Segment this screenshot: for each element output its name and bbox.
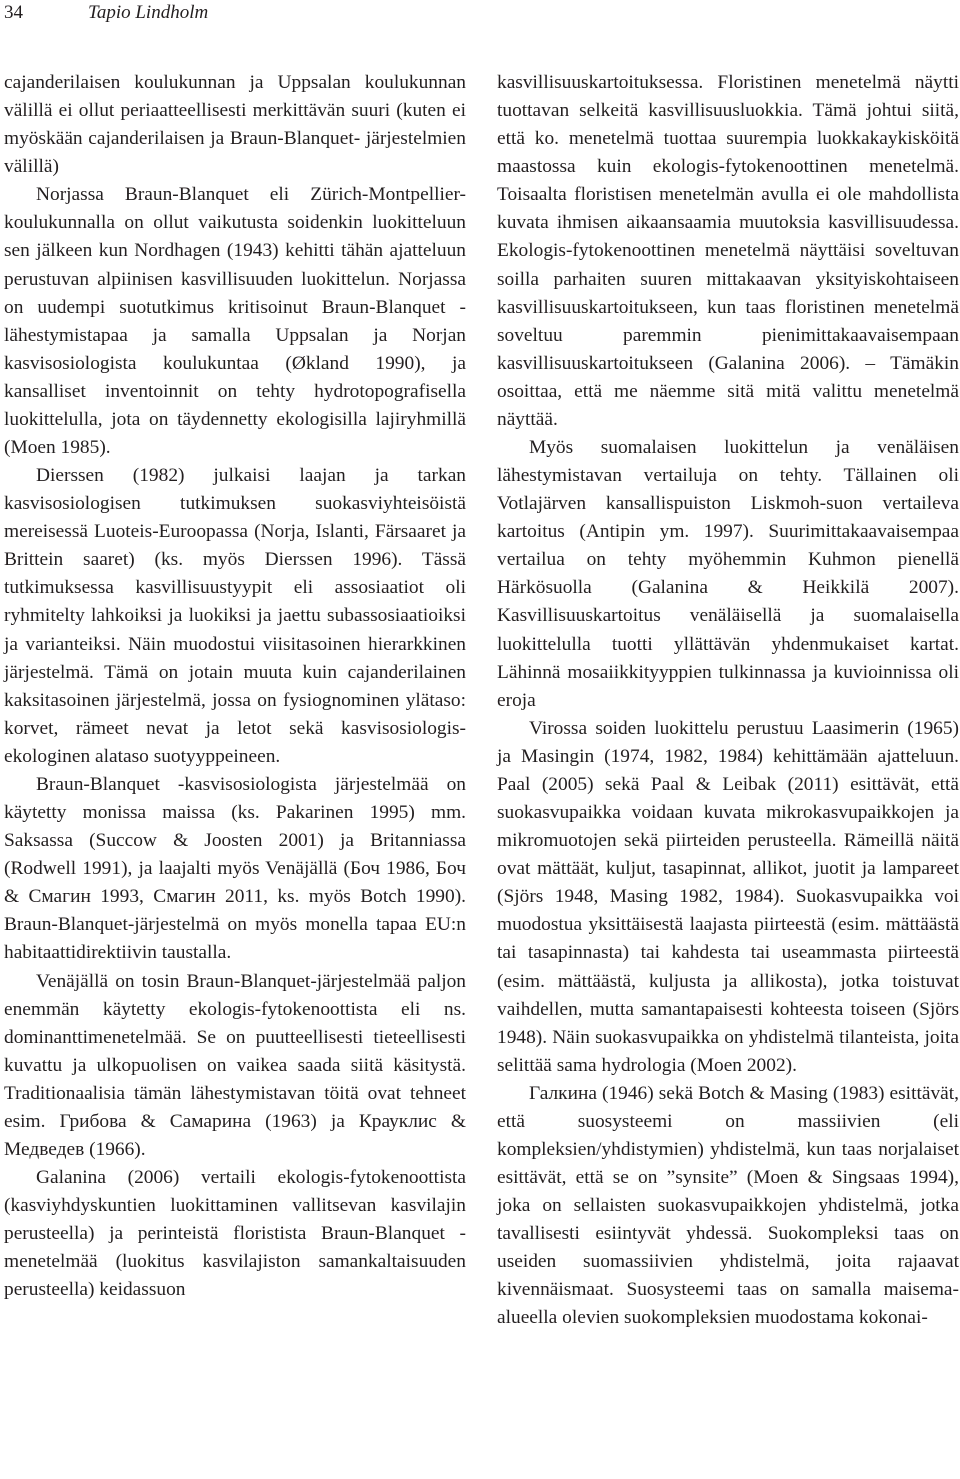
body-paragraph: Галкина (1946) sekä Botch & Masing (1983) esittävät, että suosysteemi on massiivien (eli kompleksien/yhdistymien) yhdistelmä, kun taas norjalaiset esittävät, että se on ”synsite” (Moen & Singsaas 1994), joka on sellaisten suokasvupaikkojen yhdistelmä, jotka tavallisesti esiintyvät yhdessä. Suokompleksi taas on useiden suomassiivien yhdistelmä, joita rajaavat kivennäismaat. Suosysteemi taas on samalla maisema-alueella olevien suokompleksien muodostama kokonai-	[497, 1082, 959, 1329]
body-paragraph: Venäjällä on tosin Braun-Blanquet-järjestelmää paljon enemmän käytetty ekologis-fytokenoottista eli ns. dominanttimenetelmää. Se on puutteellisesti tieteellisesti kuvattu ja ulkopuolisen on vaikea saada siitä käsitystä. Traditionaalisia tämän lähestymistavan töitä ovat tehneet esim. Грибова & Самарина (1963) ja Крауклис & Медведев (1966).	[4, 970, 466, 1160]
body-paragraph: kasvillisuuskartoituksessa. Floristinen menetelmä näytti tuottavan selkeitä kasvillisuusluokkia. Tämä johtui siitä, että ko. menetelmä tuottaa suurempia luokkakaykisköitä maastossa kuin ekologis-fytokenoottinen menetelmä. Toisaalta floristisen menetelmän avulla ei ole mahdollista kuvata ihmisen aikaansaamia muutoksia kasvillisuudessa. Ekologis-fytokenoottinen menetelmä näyttäisi soveltuvan soilla parhaiten suuren mittakaavan yksityiskohtaiseen kasvillisuuskartoitukseen, kun taas floristinen menetelmä soveltuu paremmin pienimittakaavaisempaan kasvillisuuskartoitukseen (Galanina 2006). – Tämäkin osoittaa, että me näemme sitä mitä valittu menetelmä näyttää.	[497, 72, 959, 430]
body-paragraph: Braun-Blanquet -kasvisosiologista järjestelmää on käytetty monissa maissa (ks. Pakarinen 1995) mm. Saksassa (Succow & Joosten 2001) ja Britanniassa (Rodwell 1991), ja laajalti myös Venäjällä (Боч 1986, Боч & Смагин 1993, Смагин 2011, ks. myös Botch 1990). Braun-Blanquet-järjestelmä on myös monella tapaa EU:n habitaattidirektiivin taustalla.	[4, 773, 466, 964]
left-column	[4, 69, 466, 1304]
page-header	[0, 0, 960, 30]
body-paragraph: Myös suomalaisen luokittelun ja venäläisen lähestymistavan vertailuja on tehty. Tällainen oli Votlajärven kansallispuiston Liskmoh-suon vertaileva kartoitus (Antipin ym. 1997). Suurimittakaavaisempaa vertailua on tehty myöhemmin Kuhmon pienellä Härkösuolla (Galanina & Heikkilä 2007). Kasvillisuuskartoitus venäläisellä ja suomalaisella luokittelulla tuotti yllättävän yhdenmukaiset kartat. Lähinnä mosaiikkityyppien tulkinnassa ja kuvioinnissa oli eroja	[497, 437, 959, 711]
body-paragraph: Virossa soiden luokittelu perustuu Laasimerin (1965) ja Masingin (1974, 1982, 1984) kehittämään ajatteluun. Paal (2005) sekä Paal & Leibak (2011) esittävät, että suokasvupaikka voidaan kuvata mikrokasvupaikkojen ja mikromuotojen sekä piirteiden perusteella. Rämeillä näitä ovat mättäät, kuljut, tasapinnat, allikot, juotit ja lampareet (Sjörs 1948, Masing 1982, 1984). Suokasvupaikka voi muodostua yksittäisestä laajasta piirteestä (esim. mättäästä tai tasapinnasta) tai kahdesta tai useammasta piirteestä (esim. mättäästä, kuljusta ja allikosta), jotka toistuvat vaihdellen, mutta samantapaisesti kohteesta toiseen (Sjörs 1948). Näin suokasvupaikka on yhdistelmä tilanteista, joita selittää sama hydrologia (Moen 2002).	[497, 717, 959, 1076]
running-head-author: Tapio Lindholm	[88, 2, 209, 23]
page-number: 34	[4, 2, 23, 23]
right-column	[497, 69, 959, 1333]
body-paragraph: Galanina (2006) vertaili ekologis-fytokenoottista (kasviyhdyskuntien luokittaminen vallitsevan kasvilajin perusteella) ja perinteistä floristista Braun-Blanquet -menetelmää (luokitus kasvilajiston samankaltaisuuden perusteella) keidassuon	[4, 1167, 466, 1301]
body-paragraph: Dierssen (1982) julkaisi laajan ja tarkan kasvisosiologisen tutkimuksen suokasviyhteisöistä mereisessä Luoteis-Euroopassa (Norja, Islanti, Färsaaret ja Brittein saaret) (ks. myös Dierssen 1996). Tässä tutkimuksessa kasvillisuustyypit eli assosiaatiot oli ryhmitelty lahkoiksi ja luokiksi ja jaettu subassosiaatioiksi ja varianteiksi. Näin muodostui viisitasoinen hierarkkinen järjestelmä. Tämä on jotain muuta kuin cajanderilainen kaksitasoinen järjestelmä, jossa on fysiognominen ylätaso: korvet, rämeet nevat ja letot sekä kasvisosiologis-ekologinen alataso suotyyppeineen.	[4, 465, 466, 767]
body-paragraph: cajanderilaisen koulukunnan ja Uppsalan koulukunnan välillä ei ollut periaatteellisesti merkittävän suuri (kuten ei myöskään cajanderilaisen ja Braun-Blanquet- järjestelmien välillä)	[4, 72, 466, 178]
body-paragraph: Norjassa Braun-Blanquet eli Zürich-Montpellier-koulukunnalla on ollut vaikutusta soidenkin luokitteluun sen jälkeen kun Nordhagen (1943) kehitti tähän ajatteluun perustuvan alpiinisen kasvillisuuden luokittelun. Norjassa on uudempi suotutkimus kritisoinut Braun-Blanquet -lähestymistapaa ja samalla Uppsalan ja Norjan kasvisosiologista koulukuntaa (Økland 1990), ja kansalliset inventoinnit on tehty hydrotopografisella luokittelulla, jota on täydennetty ekologisilla lajiryhmillä (Moen 1985).	[4, 184, 466, 459]
